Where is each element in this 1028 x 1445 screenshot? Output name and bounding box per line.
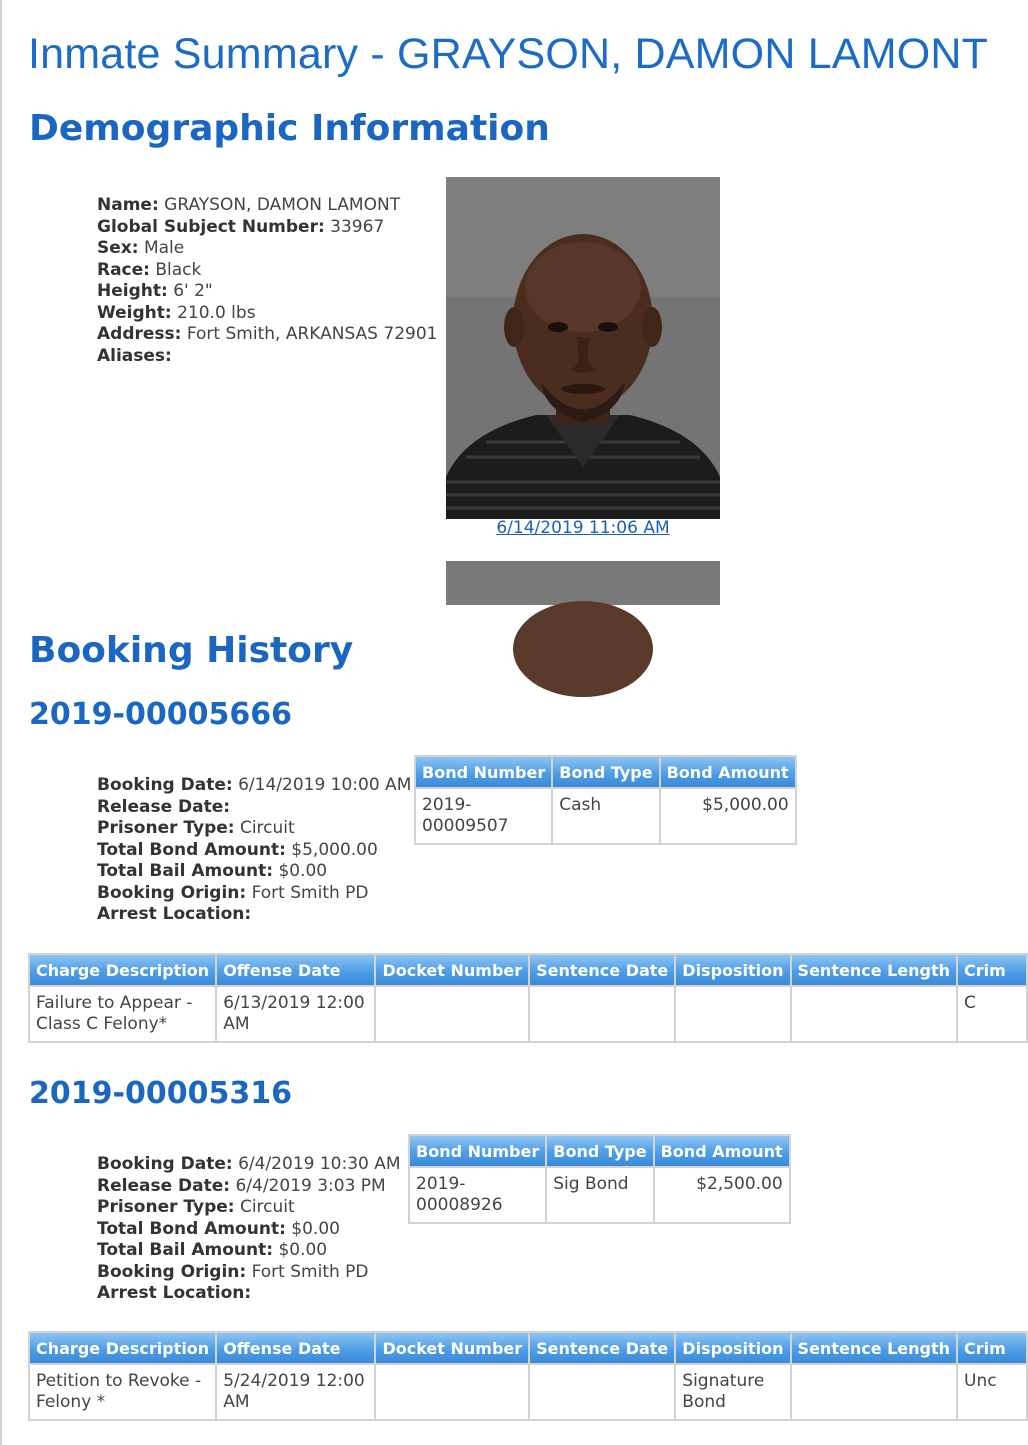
mugshot-photo-secondary[interactable] xyxy=(446,561,720,605)
col-offense-date[interactable]: Offense Date xyxy=(216,1332,375,1364)
col-sentence-date[interactable]: Sentence Date xyxy=(529,1332,675,1364)
bond-table xyxy=(408,1134,791,1224)
booking-info xyxy=(97,1154,401,1305)
info-sex: Sex: Male xyxy=(97,238,185,258)
bond-table xyxy=(414,755,797,845)
charges-table xyxy=(28,1331,1028,1421)
sentence-length xyxy=(791,1364,958,1420)
col-charge-description[interactable]: Charge Description xyxy=(29,1332,216,1364)
col-disposition[interactable]: Disposition xyxy=(675,954,790,986)
booking-info xyxy=(97,775,411,926)
bond-table-header xyxy=(415,756,796,788)
booking-origin: Booking Origin: Fort Smith PD xyxy=(97,882,369,903)
offense-date: 5/24/2019 12:00 AM xyxy=(216,1364,375,1420)
sentence-date xyxy=(529,1364,675,1420)
col-crime-class[interactable]: Crim xyxy=(957,1332,1027,1364)
release-date: Release Date: xyxy=(97,796,231,817)
table-row xyxy=(409,1167,790,1223)
arrest-location: Arrest Location: xyxy=(97,904,252,924)
col-bond-type[interactable]: Bond Type xyxy=(546,1135,653,1167)
prisoner-type: Prisoner Type: Circuit xyxy=(97,818,295,838)
charges-table-header xyxy=(29,954,1027,986)
mugshot-photo[interactable] xyxy=(446,177,720,519)
arrest-location: Arrest Location: xyxy=(97,1283,252,1303)
col-sentence-length[interactable]: Sentence Length xyxy=(791,1332,958,1364)
col-sentence-date[interactable]: Sentence Date xyxy=(529,954,675,986)
disposition xyxy=(675,986,790,1042)
bond-table-header xyxy=(409,1135,790,1167)
total-bond-amount: Total Bond Amount: $5,000.00 xyxy=(97,839,378,860)
booking-number: 2019-00005316 xyxy=(29,1076,292,1111)
booking-history-heading: Booking History xyxy=(29,630,354,671)
info-weight: Weight: 210.0 lbs xyxy=(97,302,256,323)
bond-number: 2019-00009507 xyxy=(415,788,552,844)
col-docket-number[interactable]: Docket Number xyxy=(375,954,529,986)
charge-description: Petition to Revoke - Felony * xyxy=(29,1364,216,1420)
booking-origin: Booking Origin: Fort Smith PD xyxy=(97,1261,369,1282)
charges-table xyxy=(28,953,1028,1043)
crime-class: Unc xyxy=(957,1364,1027,1420)
col-bond-amount[interactable]: Bond Amount xyxy=(654,1135,790,1167)
bond-amount: $5,000.00 xyxy=(660,788,796,844)
demographics-info xyxy=(97,195,437,367)
booking-date: Booking Date: 6/14/2019 10:00 AM xyxy=(97,775,412,795)
col-disposition[interactable]: Disposition xyxy=(675,1332,790,1364)
total-bond-amount: Total Bond Amount: $0.00 xyxy=(97,1218,340,1239)
col-bond-amount[interactable]: Bond Amount xyxy=(660,756,796,788)
total-bail-amount: Total Bail Amount: $0.00 xyxy=(97,1240,328,1260)
col-sentence-length[interactable]: Sentence Length xyxy=(791,954,958,986)
disposition: Signature Bond xyxy=(675,1364,790,1420)
prisoner-type: Prisoner Type: Circuit xyxy=(97,1197,295,1217)
info-aliases: Aliases: xyxy=(97,345,172,366)
sentence-date xyxy=(529,986,675,1042)
page-left-border xyxy=(0,0,2,1445)
release-date: Release Date: 6/4/2019 3:03 PM xyxy=(97,1175,386,1196)
table-row xyxy=(29,986,1027,1042)
col-docket-number[interactable]: Docket Number xyxy=(375,1332,529,1364)
table-row xyxy=(29,1364,1027,1420)
charges-table-container[interactable] xyxy=(28,1331,1006,1423)
docket-number xyxy=(375,1364,529,1420)
col-crime-class[interactable]: Crim xyxy=(957,954,1027,986)
info-subject-number: Global Subject Number: 33967 xyxy=(97,216,385,237)
bond-type: Cash xyxy=(552,788,659,844)
info-address: Address: Fort Smith, ARKANSAS 72901 xyxy=(97,324,438,344)
page-title: Inmate Summary - GRAYSON, DAMON LAMONT xyxy=(28,30,989,78)
info-height: Height: 6' 2" xyxy=(97,281,213,301)
demographics-heading: Demographic Information xyxy=(29,108,550,149)
col-charge-description[interactable]: Charge Description xyxy=(29,954,216,986)
charge-description: Failure to Appear - Class C Felony* xyxy=(29,986,216,1042)
table-row xyxy=(415,788,796,844)
offense-date: 6/13/2019 12:00 AM xyxy=(216,986,375,1042)
bond-type: Sig Bond xyxy=(546,1167,653,1223)
col-bond-number[interactable]: Bond Number xyxy=(415,756,552,788)
total-bail-amount: Total Bail Amount: $0.00 xyxy=(97,861,328,881)
info-race: Race: Black xyxy=(97,259,202,280)
bond-amount: $2,500.00 xyxy=(654,1167,790,1223)
crime-class: C xyxy=(957,986,1027,1042)
booking-number: 2019-00005666 xyxy=(29,697,292,732)
col-bond-number[interactable]: Bond Number xyxy=(409,1135,546,1167)
col-bond-type[interactable]: Bond Type xyxy=(552,756,659,788)
bond-number: 2019-00008926 xyxy=(409,1167,546,1223)
docket-number xyxy=(375,986,529,1042)
charges-table-header xyxy=(29,1332,1027,1364)
col-offense-date[interactable]: Offense Date xyxy=(216,954,375,986)
booking-date: Booking Date: 6/4/2019 10:30 AM xyxy=(97,1154,401,1174)
sentence-length xyxy=(791,986,958,1042)
charges-table-container[interactable] xyxy=(28,953,1006,1045)
mugshot-date-link[interactable]: 6/14/2019 11:06 AM xyxy=(496,518,670,538)
info-name: Name: GRAYSON, DAMON LAMONT xyxy=(97,195,401,215)
